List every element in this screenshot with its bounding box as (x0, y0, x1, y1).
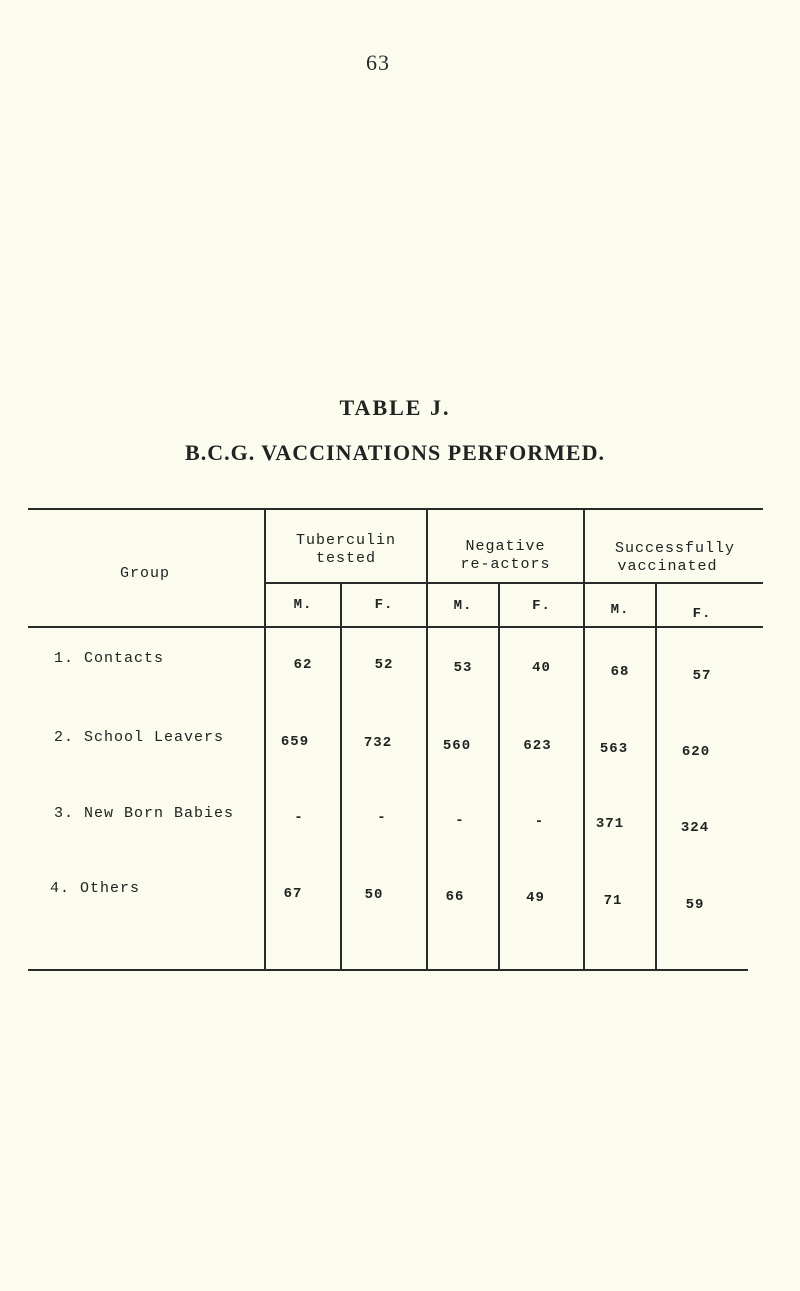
table-cell: 50 (364, 887, 384, 903)
table-subtitle: B.C.G. VACCINATIONS PERFORMED. (185, 440, 605, 465)
tuberculin-header-line1: Tuberculin (295, 532, 396, 549)
table-cell: 59 (685, 897, 705, 913)
tuberculin-header-line2: tested (315, 550, 376, 567)
row-label: 3. New Born Babies (54, 805, 235, 822)
table-cell: 560 (442, 738, 472, 754)
negative-mf-divider (498, 582, 500, 970)
group-header: Group (119, 565, 170, 582)
negative-header-line2: re-actors (460, 556, 551, 573)
table-cell: 732 (363, 735, 393, 751)
table-cell: 53 (453, 660, 473, 676)
table-cell: 40 (532, 660, 551, 676)
table-top-rule (28, 508, 763, 510)
tuberculin-f-header: F. (374, 597, 394, 613)
table-title: TABLE J. (339, 395, 451, 420)
tuberculin-m-header: M. (293, 597, 313, 613)
table-cell: 62 (293, 657, 313, 673)
table-cell: 563 (599, 741, 629, 757)
table-cell: 623 (523, 738, 552, 754)
table-cell: 68 (610, 664, 630, 680)
table-cell: - (377, 810, 387, 826)
successful-header-line1: Successfully (614, 540, 736, 557)
negative-m-header: M. (453, 598, 473, 614)
header-bottom-rule (28, 626, 763, 628)
table-cell: 49 (526, 890, 545, 906)
table-cell: - (294, 810, 304, 826)
table-cell: 71 (603, 893, 623, 909)
table-bottom-rule (28, 969, 748, 971)
tuberculin-mf-divider (340, 582, 342, 970)
successful-f-header: F. (692, 606, 712, 622)
table-cell: 52 (374, 657, 394, 673)
table-cell: 57 (692, 668, 712, 684)
table-cell: 324 (680, 820, 710, 836)
table-cell: 66 (445, 889, 465, 905)
table-cell: 620 (681, 744, 711, 760)
negative-f-header: F. (532, 598, 551, 614)
table-cell: - (455, 813, 465, 829)
table-cell: 67 (283, 886, 303, 902)
table-cell: 659 (280, 734, 310, 750)
successful-header-line2: vaccinated (617, 558, 718, 575)
table-cell: - (534, 814, 545, 830)
row-label: 1. Contacts (54, 650, 165, 667)
successful-m-header: M. (610, 602, 630, 618)
page-number: 63 (366, 50, 390, 75)
row-label: 2. School Leavers (54, 729, 225, 746)
table-cell: 371 (595, 816, 625, 832)
row-label: 4. Others (50, 880, 141, 897)
negative-header-line1: Negative (465, 538, 546, 555)
